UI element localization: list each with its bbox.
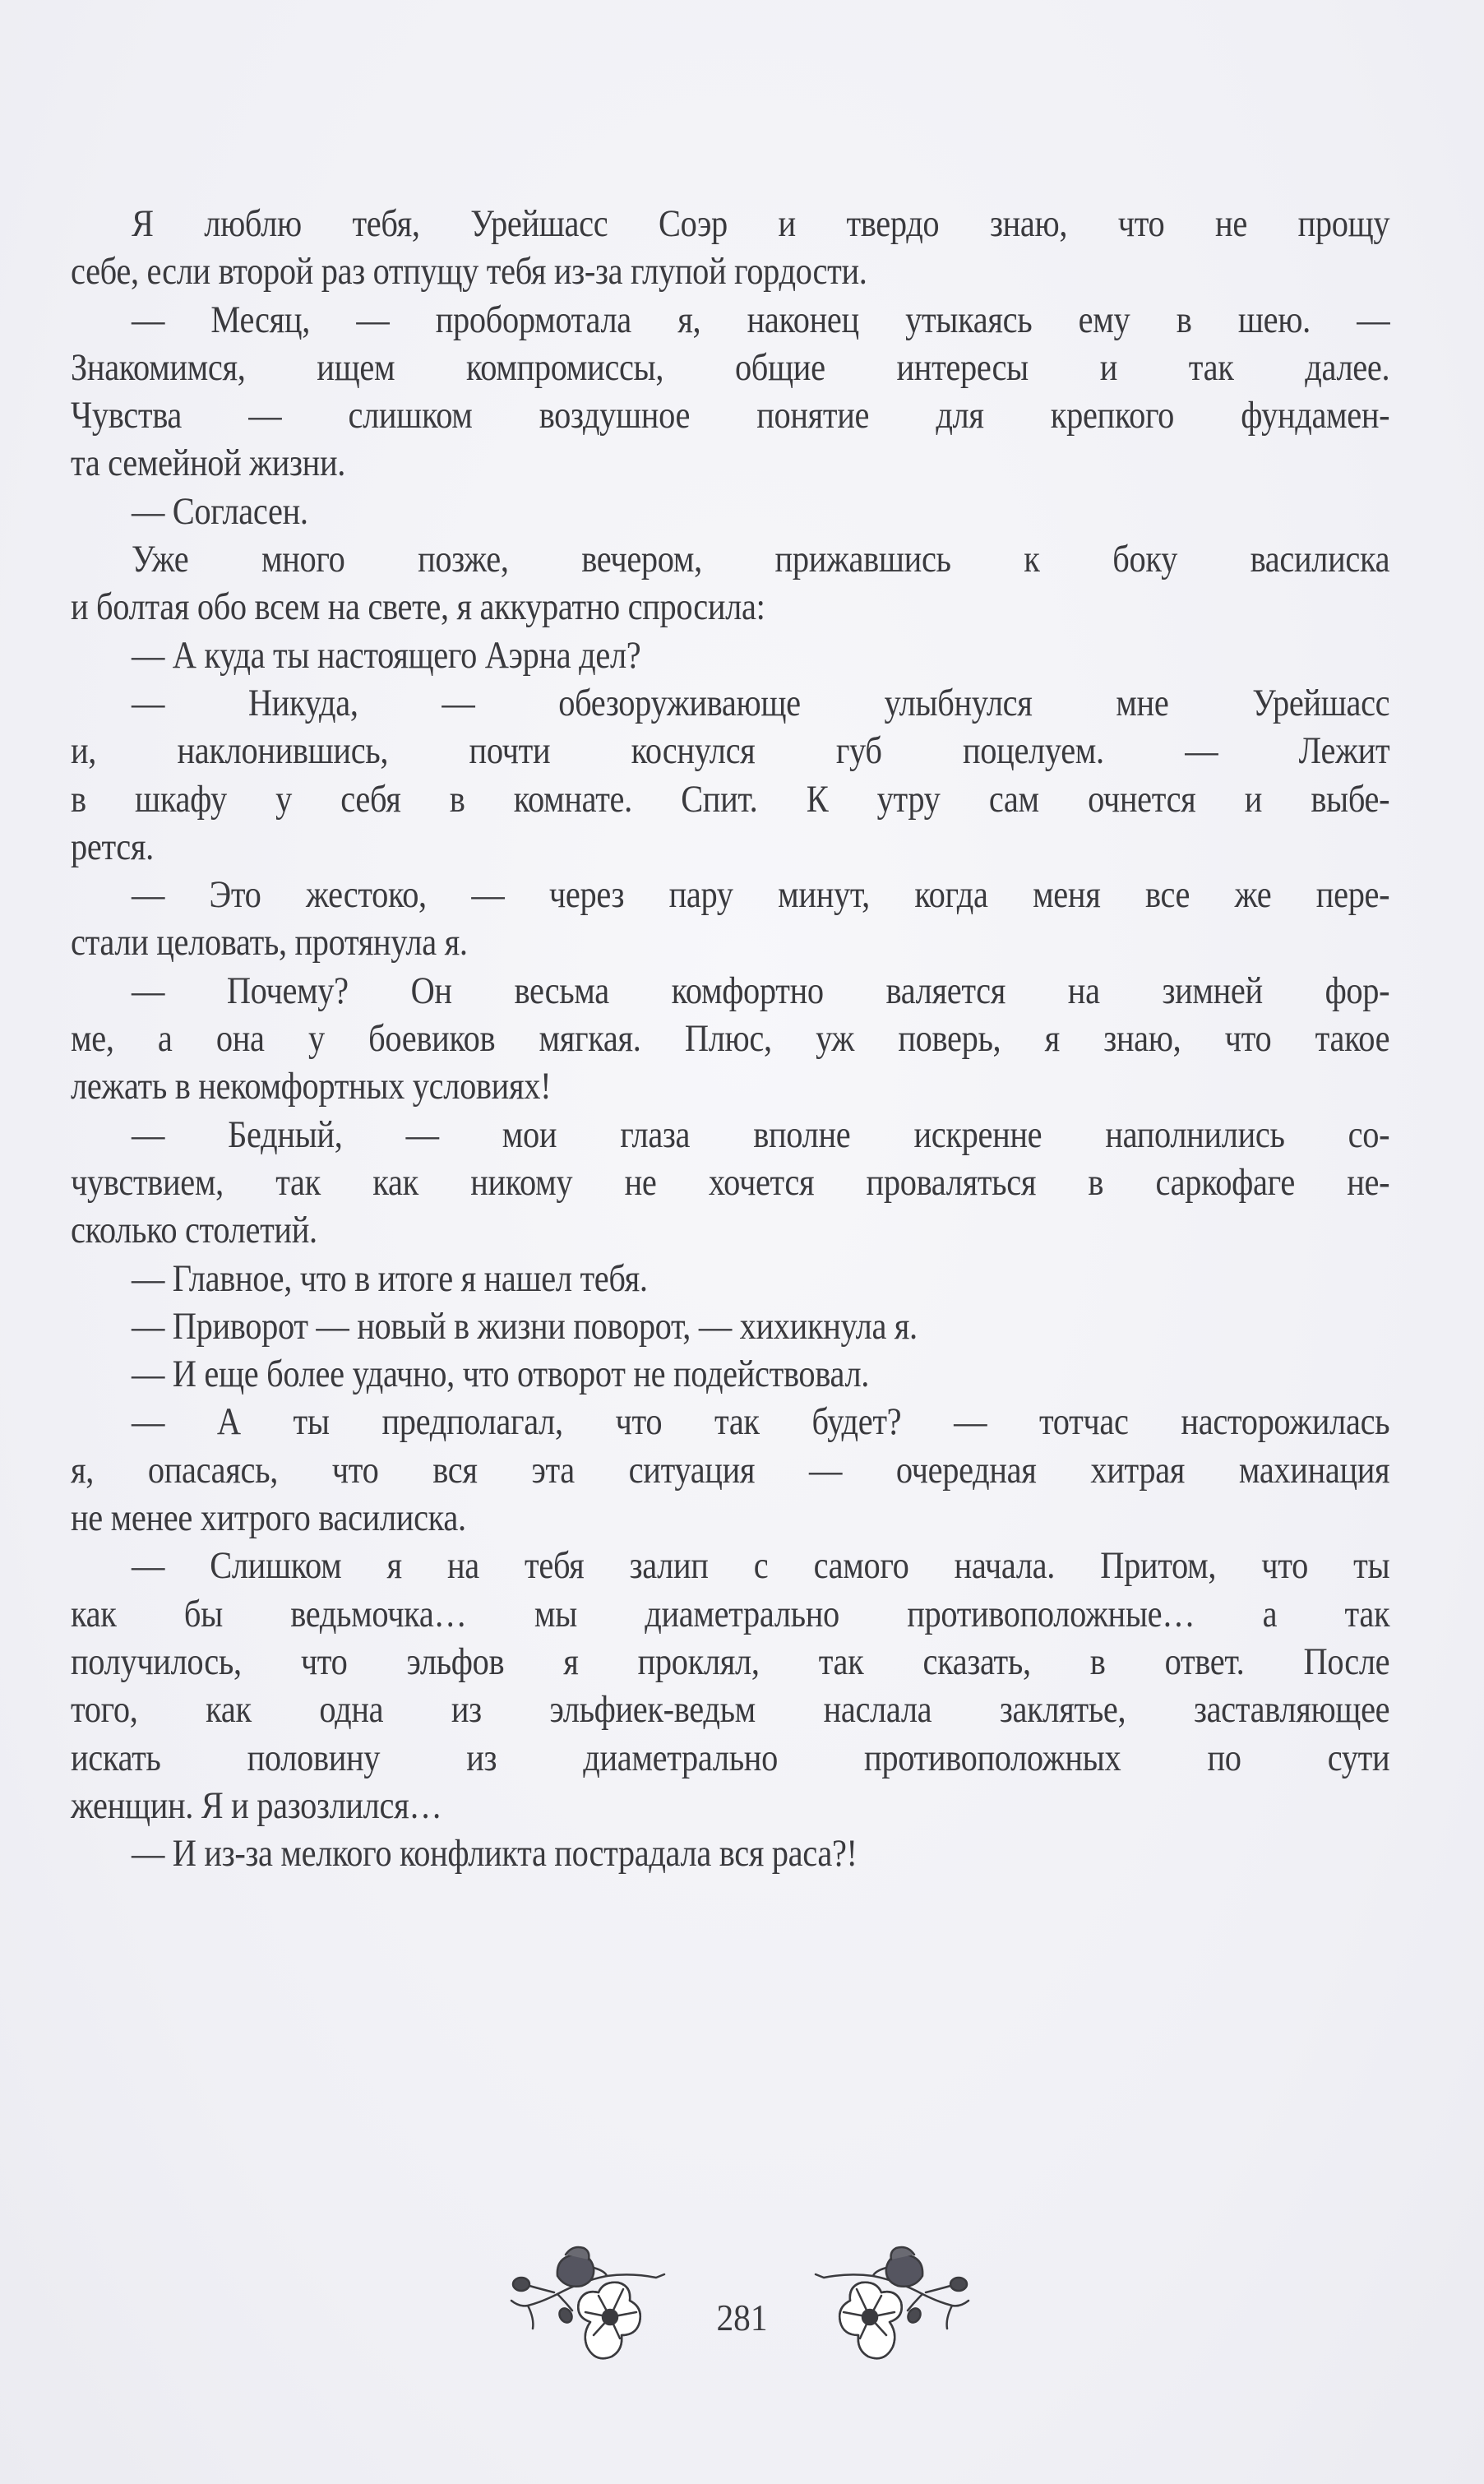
page-footer [0, 2220, 1484, 2368]
text-line: — А куда ты настоящего Аэрна дел? [131, 633, 641, 677]
text-line: и болтая обо всем на свете, я аккуратно спросила: [71, 585, 765, 629]
body-text [71, 200, 1389, 1877]
text-line: — Почему? Он весьма комфортно валяется на зимней фор- [131, 969, 1390, 1012]
text-line: — Это жестоко, — через пару минут, когда меня все же пере- [131, 873, 1390, 917]
text-line: — А ты предполагал, что так будет? — тотчас насторожилась [131, 1400, 1390, 1444]
flower-ornament-right-icon [807, 2243, 972, 2366]
text-line: чувствием, так как никому не хочется проваляться в саркофаге не- [71, 1160, 1390, 1204]
text-line: Уже много позже, вечером, прижавшись к боку василиска [131, 538, 1390, 581]
text-line: как бы ведьмочка… мы диаметрально противоположные… а так [71, 1592, 1390, 1635]
text-line: — Слишком я на тебя залип с самого начала. Притом, что ты [131, 1544, 1390, 1588]
text-line: та семейной жизни. [71, 442, 346, 485]
text-line: рется. [71, 825, 154, 868]
text-line: — Никуда, — обезоруживающе улыбнулся мне Урейшасс [131, 681, 1390, 724]
text-line: стали целовать, протянула я. [71, 921, 468, 964]
page-number: 281 [716, 2297, 768, 2338]
text-line: — Месяц, — пробормотала я, наконец утыкаясь ему в шею. — [131, 298, 1390, 341]
text-line: себе, если второй раз отпущу тебя из-за глупой гордости. [71, 250, 867, 294]
text-line: женщин. Я и разозлился… [71, 1783, 442, 1827]
text-line: — И из-за мелкого конфликта пострадала вся раса?! [131, 1832, 858, 1876]
text-line: Чувства — слишком воздушное понятие для крепкого фундамен- [71, 394, 1390, 437]
text-line: лежать в некомфортных условиях! [71, 1065, 552, 1108]
text-line: Я люблю тебя, Урейшасс Соэр и твердо знаю, что не прощу [131, 202, 1390, 245]
text-line: — И еще более удачно, что отворот не подействовал. [131, 1353, 870, 1396]
text-line: я, опасаясь, что вся эта ситуация — очередная хитрая махинация [71, 1448, 1390, 1492]
text-line: — Согласен. [131, 489, 308, 533]
text-line: того, как одна из эльфиек-ведьм наслала заклятье, заставляющее [71, 1688, 1390, 1732]
text-line: не менее хитрого василиска. [71, 1496, 466, 1540]
text-line: Знакомимся, ищем компромиссы, общие интересы и так далее. [71, 345, 1390, 389]
text-line: — Главное, что в итоге я нашел тебя. [131, 1256, 648, 1300]
text-line: получилось, что эльфов я проклял, так сказать, в ответ. После [71, 1640, 1390, 1683]
text-line: — Приворот — новый в жизни поворот, — хихикнула я. [131, 1304, 918, 1348]
text-line: сколько столетий. [71, 1209, 317, 1252]
text-line: в шкафу у себя в комнате. Спит. К утру сам очнется и выбе- [71, 777, 1390, 821]
text-line: ме, а она у боевиков мягкая. Плюс, уж поверь, я знаю, что такое [71, 1017, 1390, 1061]
text-line: искать половину из диаметрально противоположных по сути [71, 1736, 1390, 1779]
text-line: — Бедный, — мои глаза вполне искренне наполнились со- [131, 1112, 1390, 1156]
text-line: и, наклонившись, почти коснулся губ поцелуем. — Лежит [71, 729, 1390, 773]
